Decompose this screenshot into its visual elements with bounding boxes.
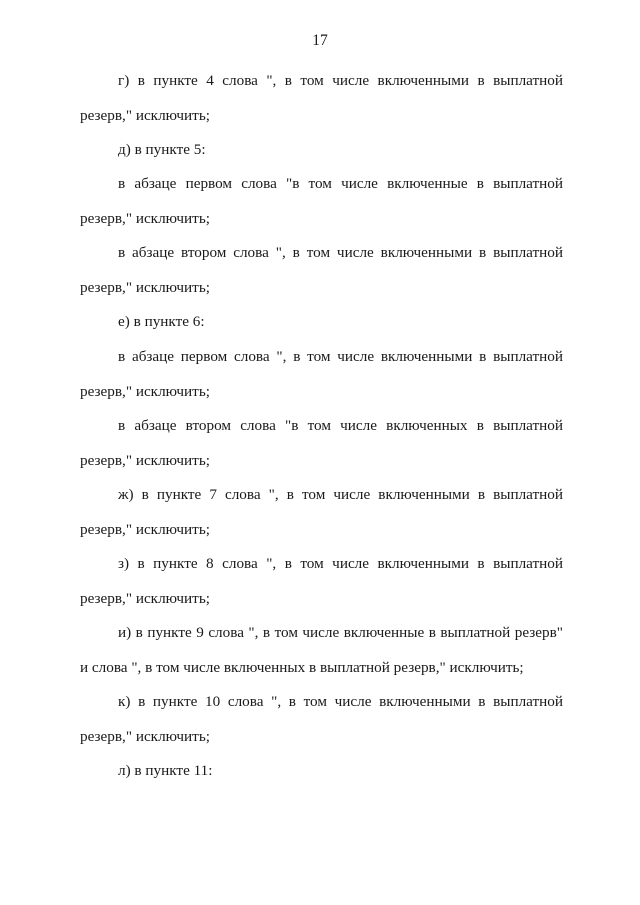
paragraph-e-first: в абзаце первом слова ", в том числе включенными в выплатной резерв," исключить;	[80, 348, 563, 400]
paragraph-d: д) в пункте 5:	[118, 141, 206, 158]
paragraph-zh: ж) в пункте 7 слова ", в том числе включенными в выплатной резерв," исключить;	[80, 486, 563, 538]
paragraph-d-first: в абзаце первом слова "в том числе включенные в выплатной резерв," исключить;	[80, 175, 563, 227]
paragraph-g: г) в пункте 4 слова ", в том числе включенными в выплатной резерв," исключить;	[80, 72, 563, 124]
paragraph-z: з) в пункте 8 слова ", в том числе включенными в выплатной резерв," исключить;	[80, 555, 563, 607]
paragraph-d-second: в абзаце втором слова ", в том числе включенными в выплатной резерв," исключить;	[80, 244, 563, 296]
paragraph-e: е) в пункте 6:	[118, 313, 205, 330]
paragraph-i: и) в пункте 9 слова ", в том числе включенные в выплатной резерв" и слова ", в том числе включенных в выплатной резерв," исключить;	[80, 624, 563, 676]
page-number: 17	[312, 32, 328, 49]
paragraph-k: к) в пункте 10 слова ", в том числе включенными в выплатной резерв," исключить;	[80, 693, 563, 745]
paragraph-e-second: в абзаце втором слова "в том числе включенных в выплатной резерв," исключить;	[80, 417, 563, 469]
paragraph-l: л) в пункте 11:	[118, 762, 213, 779]
